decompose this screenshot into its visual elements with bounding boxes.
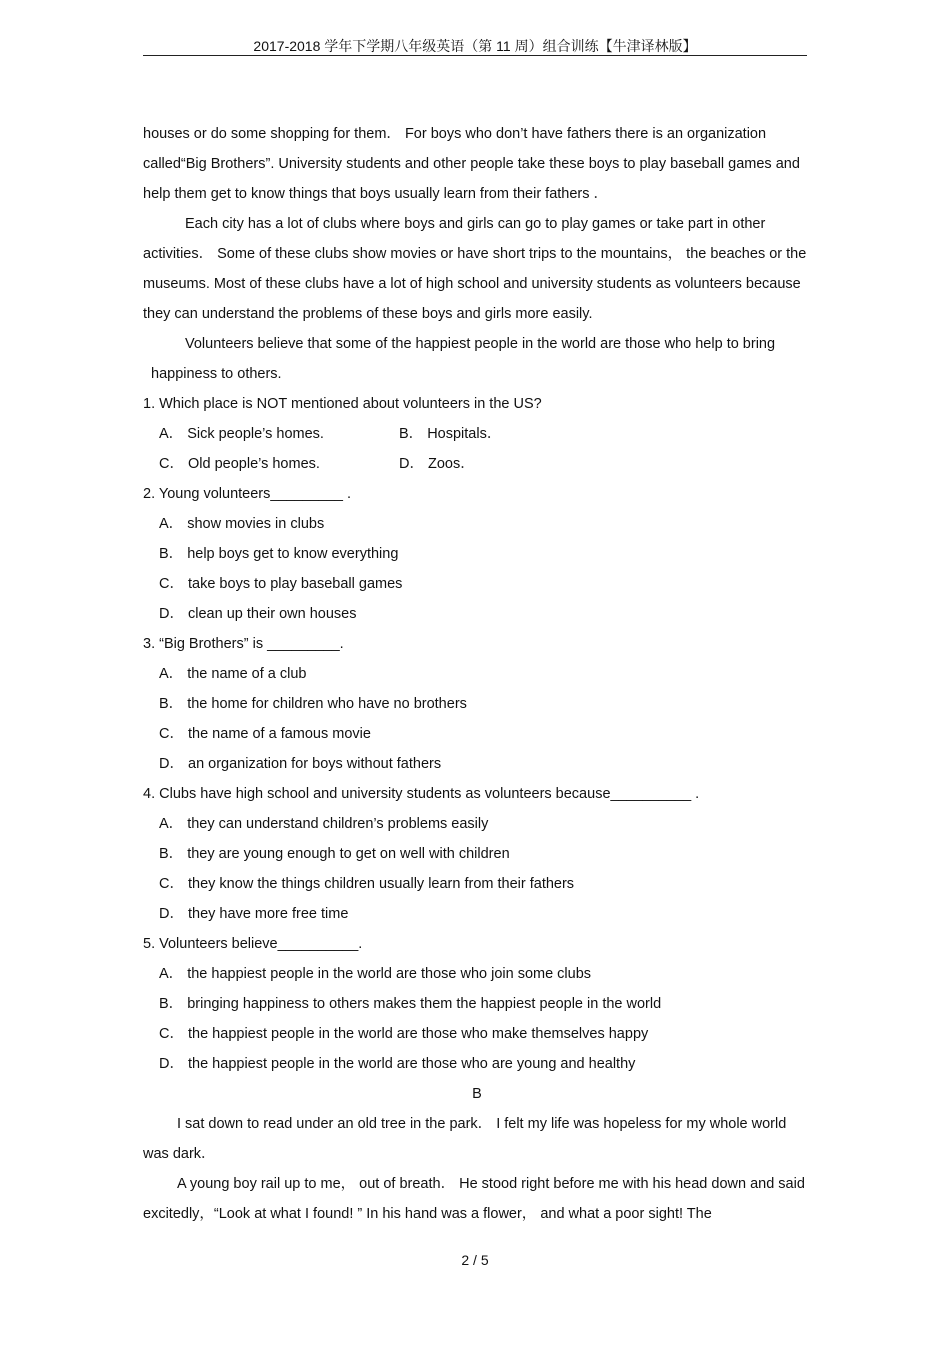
passage-b-paragraph-1: I sat down to read under an old tree in the park． I felt my life was hopeless for my whole world was dark． <box>143 1116 787 1162</box>
option-c: C． the happiest people in the world are those who make themselves happy <box>159 1026 649 1042</box>
question-4 <box>143 779 811 929</box>
option-b: B． Hospitals． <box>399 426 502 442</box>
option-b: B． bringing happiness to others makes them the happiest people in the world <box>159 996 662 1012</box>
header-divider <box>143 55 807 56</box>
option-a: A． the happiest people in the world are those who join some clubs <box>159 966 592 982</box>
option-b: B． they are young enough to get on well with children <box>159 846 510 862</box>
option-a: A． they can understand children’s problems easily <box>159 816 489 832</box>
question-5 <box>143 929 811 1079</box>
option-d: D． Zoos． <box>399 456 475 472</box>
question-3 <box>143 629 811 779</box>
option-a: A． Sick people’s homes. <box>159 426 324 442</box>
option-d: D． an organization for boys without fathers <box>159 756 442 772</box>
option-c: C． Old people’s homes. <box>159 456 320 472</box>
passage-a-paragraph-1: houses or do some shopping for them． For boys who don’t have fathers there is an organization called“Big Brothers”. University students and other people take these boys to play baseball games and help them get to know things that boys usually learn from their fathers ． <box>143 126 800 202</box>
question-stem: 4. Clubs have high school and university students as volunteers because__________ . <box>143 786 700 802</box>
question-stem: 2. Young volunteers_________ . <box>143 486 352 502</box>
option-c: C． they know the things children usually learn from their fathers <box>159 876 575 892</box>
page-number: 2 / 5 <box>461 1252 489 1268</box>
question-stem: 5. Volunteers believe__________. <box>143 936 363 952</box>
option-a: A． show movies in clubs <box>159 516 325 532</box>
option-c: C． the name of a famous movie <box>159 726 371 742</box>
section-heading-b: B <box>472 1086 482 1102</box>
passage-b-paragraph-2: A young boy rail up to me， out of breath． He stood right before me with his head down and said excitedly，“Look at what I found! ” In his hand was a flower， and what a poor sight! The <box>143 1176 805 1222</box>
document-body <box>143 119 811 1229</box>
passage-a-paragraph-2: Each city has a lot of clubs where boys and girls can go to play games or take part in other activities． Some of these clubs show movies or have short trips to the mountains， the beaches or the museums. Most of these clubs have a lot of high school and university students as volunteers because they can understand the problems of these boys and girls more easily. <box>143 216 807 322</box>
option-b: B． the home for children who have no brothers <box>159 696 467 712</box>
question-2 <box>143 479 811 629</box>
page-header: 2017-2018 学年下学期八年级英语（第 11 周）组合训练【牛津译林版】 <box>253 38 697 54</box>
option-a: A． the name of a club <box>159 666 307 682</box>
question-1 <box>143 389 811 479</box>
question-stem: 1. Which place is NOT mentioned about volunteers in the US? <box>143 396 542 412</box>
option-c: C． take boys to play baseball games <box>159 576 403 592</box>
option-b: B． help boys get to know everything <box>159 546 399 562</box>
option-d: D． they have more free time <box>159 906 349 922</box>
passage-a-paragraph-3: Volunteers believe that some of the happiest people in the world are those who help to bring happiness to others. <box>151 336 776 382</box>
question-stem: 3. “Big Brothers” is _________. <box>143 636 344 652</box>
option-d: D． the happiest people in the world are those who are young and healthy <box>159 1056 636 1072</box>
option-d: D． clean up their own houses <box>159 606 357 622</box>
